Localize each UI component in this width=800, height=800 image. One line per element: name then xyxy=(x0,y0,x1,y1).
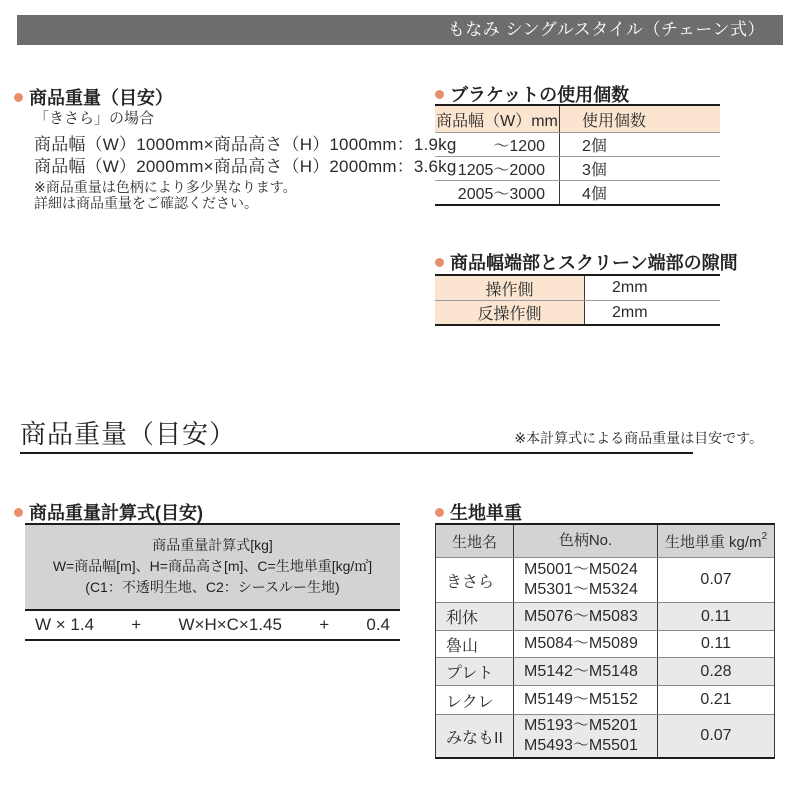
gap-section-title-label: 商品幅端部とスクリーン端部の隙間 xyxy=(450,253,738,273)
fabric-color-range: M5193～M5201 xyxy=(524,717,638,734)
weight-case-label: 「きさら」の場合 xyxy=(34,110,155,127)
formula-plus-2: + xyxy=(319,615,330,634)
table-row xyxy=(435,300,720,324)
heading-note: ※本計算式による商品重量は目安です。 xyxy=(514,430,763,446)
fabric-colors-cell xyxy=(514,558,658,602)
table-row xyxy=(436,557,774,602)
formula-header-cell xyxy=(25,525,400,609)
fabric-color-range: M5001～M5024 xyxy=(524,561,638,578)
fabric-colors-cell xyxy=(514,603,658,630)
gap-value-cell: 2mm xyxy=(612,303,648,321)
formula-term-3: 0.4 xyxy=(366,615,390,634)
page-header-bar xyxy=(17,15,783,45)
gap-side-cell: 操作側 xyxy=(435,276,585,300)
fabric-value-cell: 0.07 xyxy=(700,727,732,744)
weight-spec-line-1: 商品幅（W）1000mm×商品高さ（H）1000mm：1.9kg xyxy=(34,135,457,154)
fabric-color-range: M5149～M5152 xyxy=(524,691,638,708)
bracket-table-header-row xyxy=(435,106,720,132)
fabric-colors-header: 色柄No. xyxy=(514,525,658,557)
bullet-icon xyxy=(435,258,444,267)
table-row xyxy=(436,630,774,657)
page-title: 商品重量（目安） xyxy=(20,419,237,449)
formula-section-title-label: 商品重量計算式(目安) xyxy=(29,503,203,523)
fabric-name-header: 生地名 xyxy=(436,525,514,557)
formula-section-title xyxy=(14,499,203,525)
bracket-col2-header: 使用個数 xyxy=(582,112,647,130)
bracket-count-cell: 3個 xyxy=(582,162,607,179)
table-row xyxy=(435,132,720,156)
fabric-name-cell: きさら xyxy=(436,558,514,602)
table-row xyxy=(435,156,720,180)
fabric-name-cell: プレト xyxy=(436,658,514,685)
fabric-colors-cell xyxy=(514,631,658,657)
gap-value-cell: 2mm xyxy=(612,279,648,296)
fabric-name-cell: レクレ xyxy=(436,686,514,714)
bracket-width-cell: 1205～2000 xyxy=(435,157,560,180)
formula-term-1: W × 1.4 xyxy=(35,615,95,634)
table-row xyxy=(436,602,774,630)
fabric-name-cell: みなもII xyxy=(436,715,514,757)
bullet-icon xyxy=(14,93,23,102)
fabric-value-cell: 0.07 xyxy=(700,571,732,588)
heading-divider xyxy=(20,452,693,454)
fabric-colors-cell xyxy=(514,658,658,685)
bracket-col1-header: 商品幅（W）mm xyxy=(435,106,560,132)
formula-header-line-3: (C1：不透明生地、C2：シースルー生地) xyxy=(85,579,340,595)
table-row xyxy=(436,657,774,685)
bracket-count-cell: 2個 xyxy=(582,138,607,155)
fabric-colors-cell xyxy=(514,715,658,757)
table-row xyxy=(436,714,774,757)
fabric-table xyxy=(435,523,775,759)
gap-section-title xyxy=(435,249,738,275)
bracket-width-cell: ～1200 xyxy=(435,133,560,156)
fabric-color-range: M5142～M5148 xyxy=(524,662,638,680)
weight-section-title-label: 商品重量（目安） xyxy=(29,88,173,108)
formula-header-line-2: W=商品幅[m]、H=商品高さ[m]、C=生地単重[kg/㎡] xyxy=(52,558,373,574)
fabric-value-cell: 0.11 xyxy=(701,635,731,652)
bullet-icon xyxy=(435,508,444,517)
weight-note-1: ※商品重量は色柄により多少異なります。 xyxy=(34,179,297,195)
product-style-title: もなみ シングルスタイル（チェーン式） xyxy=(447,20,765,39)
fabric-name-cell: 魯山 xyxy=(436,631,514,657)
weight-note-2: 詳細は商品重量をご確認ください。 xyxy=(34,195,258,211)
formula-expression-row xyxy=(25,609,400,639)
table-row xyxy=(436,685,774,714)
fabric-value-cell: 0.28 xyxy=(700,662,732,680)
fabric-color-range: M5301～M5324 xyxy=(524,581,638,598)
table-row xyxy=(435,180,720,204)
fabric-table-header-row xyxy=(436,525,774,557)
fabric-unit-header-sup: 2 xyxy=(761,530,768,542)
bracket-count-cell: 4個 xyxy=(582,186,607,203)
formula-plus-1: + xyxy=(131,615,142,634)
fabric-section-title xyxy=(435,499,522,525)
fabric-unit-header-label: 生地単重 kg/m xyxy=(664,533,762,551)
fabric-value-cell: 0.11 xyxy=(701,607,731,625)
gap-side-cell: 反操作側 xyxy=(435,301,585,324)
bracket-width-cell: 2005～3000 xyxy=(435,181,560,204)
formula-header-line-1: 商品重量計算式[kg] xyxy=(152,537,273,553)
weight-spec-line-2: 商品幅（W）2000mm×商品高さ（H）2000mm：3.6kg xyxy=(34,157,457,176)
fabric-colors-cell xyxy=(514,686,658,714)
bracket-section-title-label: ブラケットの使用個数 xyxy=(450,85,630,105)
gap-table xyxy=(435,274,720,326)
bullet-icon xyxy=(435,90,444,99)
fabric-color-range: M5493～M5501 xyxy=(524,737,638,754)
table-row xyxy=(435,276,720,300)
fabric-section-title-label: 生地単重 xyxy=(450,503,522,523)
formula-table xyxy=(25,523,400,641)
fabric-value-cell: 0.21 xyxy=(700,691,732,708)
fabric-unit-header xyxy=(658,525,774,557)
bracket-table xyxy=(435,104,720,206)
fabric-color-range: M5084～M5089 xyxy=(524,635,638,652)
formula-term-2: W×H×C×1.45 xyxy=(178,615,282,634)
bullet-icon xyxy=(14,508,23,517)
fabric-color-range: M5076～M5083 xyxy=(524,607,638,625)
fabric-name-cell: 利休 xyxy=(436,603,514,630)
